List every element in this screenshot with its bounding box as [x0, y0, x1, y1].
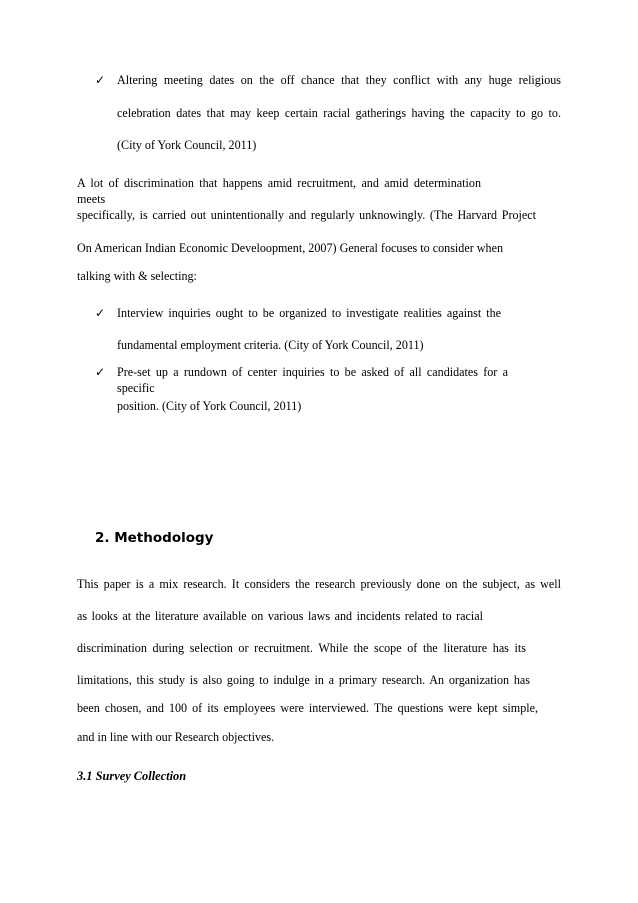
paragraph-line: as looks at the literature available on various laws and incidents related to racial: [77, 609, 483, 623]
bullet-line: Pre-set up a rundown of center inquiries to be asked of all candidates for a specific: [117, 365, 508, 395]
paragraph-line: specifically, is carried out unintentionally and regularly unknowingly. (The Harvard Project: [77, 208, 536, 222]
bullet-line: fundamental employment criteria. (City of York Council, 2011): [117, 338, 424, 352]
bullet-line: (City of York Council, 2011): [117, 138, 257, 152]
paragraph-line: On American Indian Economic Develoopment, 2007) General focuses to consider when: [77, 241, 503, 255]
paragraph-line: limitations, this study is also going to indulge in a primary research. An organization has: [77, 673, 530, 687]
paragraph-line: A lot of discrimination that happens amid recruitment, and amid determination meets: [77, 176, 481, 206]
bullet-line: Interview inquiries ought to be organized to investigate realities against the: [117, 306, 501, 320]
bullet-line: Altering meeting dates on the off chance that they conflict with any huge religious: [117, 73, 561, 87]
section-heading-methodology: 2. Methodology: [95, 530, 214, 546]
paragraph-line: talking with & selecting:: [77, 269, 197, 283]
checkmark-icon: ✓: [95, 306, 106, 320]
paragraph-line: and in line with our Research objectives.: [77, 730, 275, 744]
bullet-line: celebration dates that may keep certain racial gatherings having the capacity to go to.: [117, 106, 561, 120]
bullet-line: position. (City of York Council, 2011): [117, 399, 302, 413]
paragraph-line: been chosen, and 100 of its employees were interviewed. The questions were kept simple,: [77, 701, 538, 715]
checkmark-icon: ✓: [95, 73, 106, 87]
section-heading-survey-collection: 3.1 Survey Collection: [77, 769, 187, 783]
checkmark-icon: ✓: [95, 365, 106, 379]
paragraph-line: discrimination during selection or recruitment. While the scope of the literature has its: [77, 641, 526, 655]
paragraph-line: This paper is a mix research. It considers the research previously done on the subject, as well: [77, 577, 561, 591]
